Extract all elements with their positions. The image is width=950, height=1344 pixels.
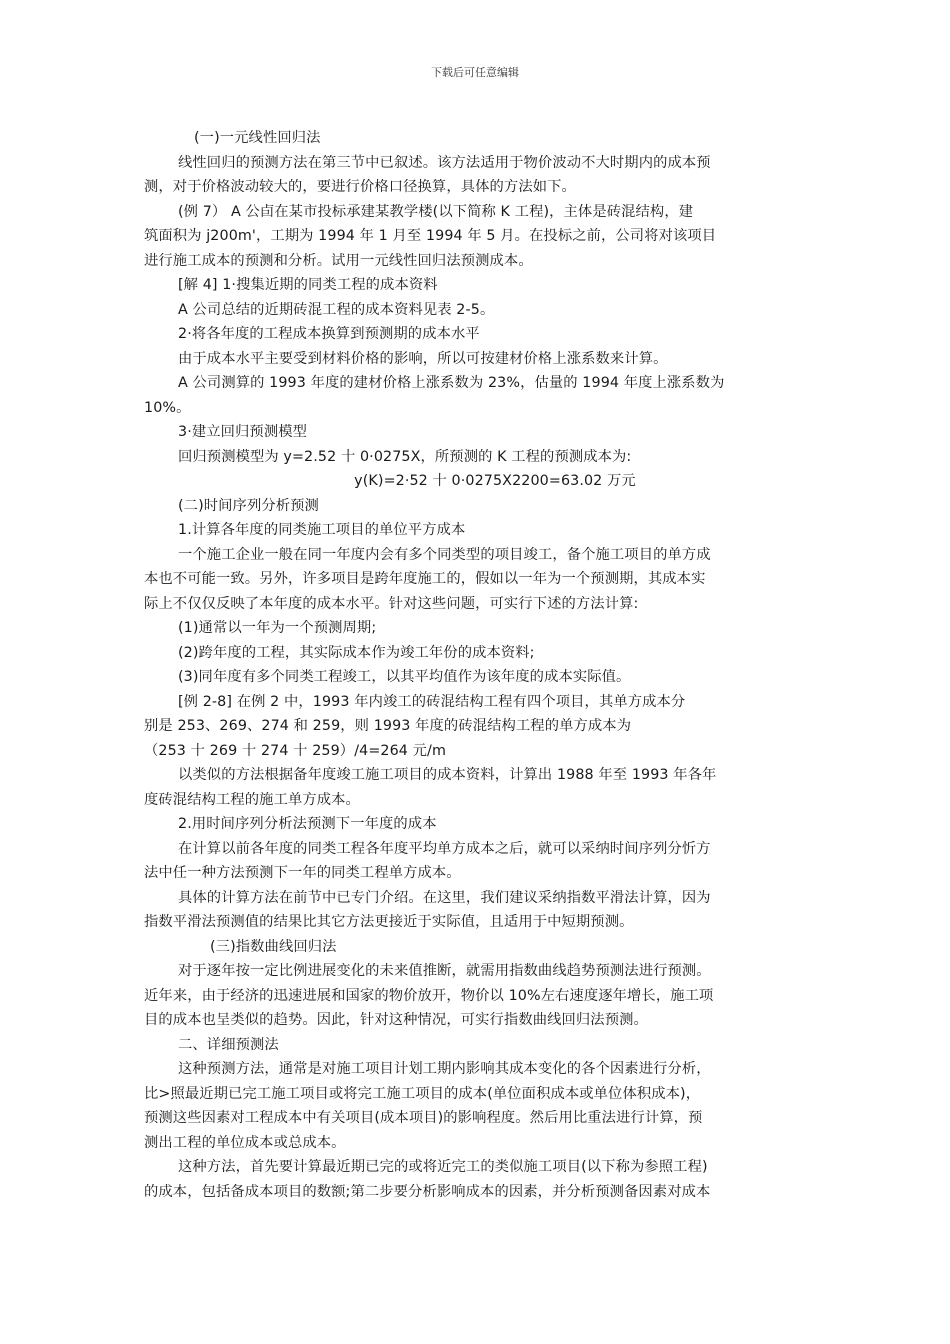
- text-line: 目的成本也呈类似的趋势。因此，针对这种情况，可实行指数曲线回归法预测。: [144, 1012, 648, 1028]
- text-line: (3)同年度有多个同类工程竣工，以其平均值作为该年度的成本实际值。: [178, 669, 631, 685]
- text-line: 进行施工成本的预测和分析。试用一元线性回归法预测成本。: [144, 252, 533, 269]
- text-line: 近年来，由于经济的迅速进展和国家的物价放开，物价以 10%左右速度逐年增长，施工项: [144, 987, 714, 1004]
- text-line: 对于逐年按一定比例进展变化的未来值推断，就需用指数曲线趋势预测法进行预测。: [178, 963, 711, 979]
- text-line: A 公司测算的 1993 年度的建材价格上涨系数为 23%，估量的 1994 年度上涨系数为: [178, 375, 725, 391]
- text-line: 度砖混结构工程的施工单方成本。: [144, 791, 360, 808]
- text-line: 1.计算各年度的同类施工项目的单位平方成本: [178, 522, 466, 538]
- text-line: 10%。: [144, 399, 191, 416]
- text-line: 别是 253、269、274 和 259，则 1993 年度的砖混结构工程的单方成本为: [144, 718, 632, 734]
- text-line: 这种方法，首先要计算最近期已完的或将近完工的类似施工项目(以下称为参照工程): [178, 1159, 708, 1175]
- text-line: 以类似的方法根据备年度竣工施工项目的成本资料，计算出 1988 年至 1993 年各年: [178, 767, 717, 783]
- text-line: [例 2-8] 在例 2 中，1993 年内竣工的砖混结构工程有四个项目，其单方成本分: [178, 693, 686, 710]
- document-body: [144, 126, 806, 1204]
- text-line: 测，对于价格波动较大的，要进行价格口径换算，具体的方法如下。: [144, 179, 576, 195]
- text-line: [解 4] 1·搜集近期的同类工程的成本资料: [178, 277, 438, 293]
- text-line: 本也不可能一致。另外，许多项目是跨年度施工的，假如以一年为一个预测期，其成本实: [144, 571, 706, 587]
- text-line: 指数平滑法预测值的结果比其它方法更接近于实际值，且适用于中短期预测。: [144, 914, 634, 930]
- text-line: （253 十 269 十 274 十 259）/4=264 元/m: [144, 742, 446, 759]
- text-line: 际上不仅仅反映了本年度的成本水平。针对这些问题，可实行下述的方法计算:: [144, 595, 639, 612]
- text-line: (一)一元线性回归法: [194, 130, 321, 146]
- page-header: 下载后可任意编辑: [431, 66, 519, 79]
- text-line: 测出工程的单位成本或总成本。: [144, 1134, 346, 1151]
- text-line: y(K)=2·52 十 0·0275X2200=63.02 万元: [354, 473, 636, 489]
- text-line: 回归预测模型为 y=2.52 十 0·0275X，所预测的 K 工程的预测成本为:: [178, 448, 632, 465]
- text-line: 2·将各年度的工程成本换算到预测期的成本水平: [178, 326, 480, 342]
- text-line: 法中任一种方法预测下一年的同类工程单方成本。: [144, 865, 461, 881]
- text-line: (1)通常以一年为一个预测周期;: [178, 620, 377, 636]
- text-line: 在计算以前各年度的同类工程各年度平均单方成本之后，就可以采纳时间序列分忻方: [178, 840, 711, 857]
- text-line: 的成本，包括备成本项目的数额;第二步要分析影响成本的因素，并分析预测备因素对成本: [144, 1183, 711, 1200]
- text-line: (二)时间序列分析预测: [178, 497, 319, 514]
- text-line: (例 7） A 公卣在某市投标承建某教学楼(以下简称 K 工程)，主体是砖混结构，建: [178, 203, 694, 220]
- text-line: 比>照最近期已完工施工项目或将完工施工项目的成本(单位面积成本或单位体积成本)，: [144, 1085, 701, 1102]
- text-line: 这种预测方法，通常是对施工项目计划工期内影响其成本变化的各个因素进行分析，: [178, 1061, 711, 1077]
- text-line: A 公司总结的近期砖混工程的成本资料见表 2-5。: [178, 301, 495, 318]
- text-line: 具体的计算方法在前节中已专门介绍。在这里，我们建议采纳指数平滑法计算，因为: [178, 889, 711, 906]
- text-line: (2)跨年度的工程，其实际成本作为竣工年份的成本资料;: [178, 644, 535, 661]
- text-line: 线性回归的预测方法在第三节中已叙述。该方法适用于物价波动不大时期内的成本预: [178, 154, 711, 171]
- text-line: 筑面积为 j200m'，工期为 1994 年 1 月至 1994 年 5 月。在投标之前，公司将对该项目: [144, 228, 717, 244]
- text-line: 预测这些因素对工程成本中有关项目(成本项目)的影响程度。然后用比重法进行计算，预: [144, 1110, 703, 1126]
- text-line: 3·建立回归预测模型: [178, 424, 308, 440]
- text-line: 2.用时间序列分析法预测下一年度的成本: [178, 816, 437, 832]
- text-line: 二、详细预测法: [178, 1036, 279, 1053]
- text-line: 由于成本水平主要受到材料价格的影响，所以可按建材价格上涨系数来计算。: [178, 350, 668, 367]
- text-line: (三)指数曲线回归法: [210, 938, 337, 955]
- text-line: 一个施工企业一般在同一年度内会有多个同类型的项目竣工，备个施工项目的单方成: [178, 546, 711, 563]
